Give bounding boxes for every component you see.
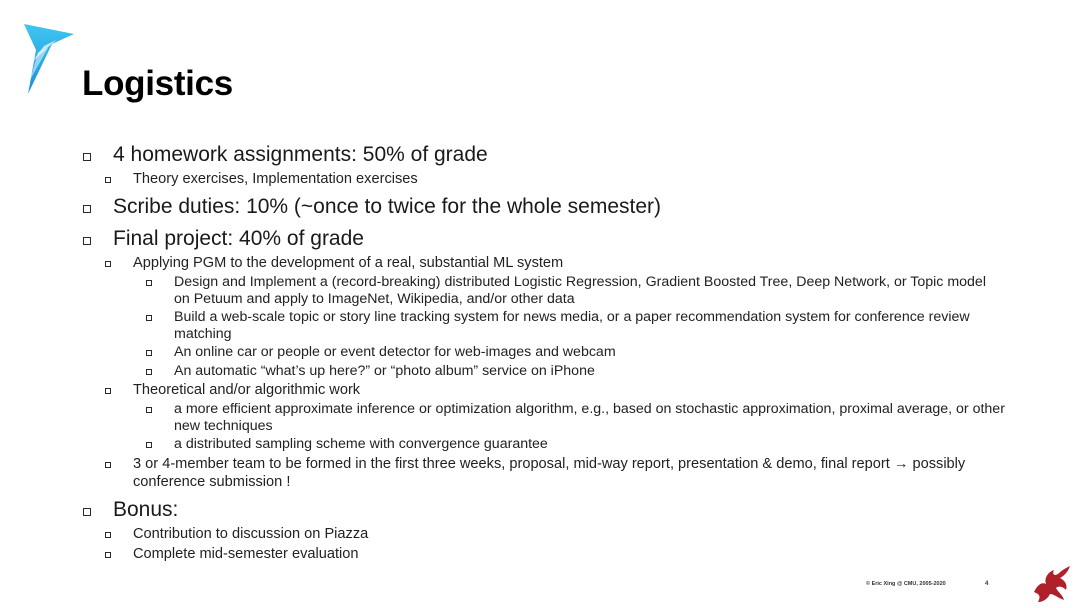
square-bullet-icon	[83, 153, 91, 161]
square-bullet-icon	[83, 237, 91, 245]
square-bullet-icon	[146, 407, 152, 413]
list-item-text: An automatic “what’s up here?” or “photo album” service on iPhone	[174, 362, 595, 379]
copyright-footer: © Eric Xing @ CMU, 2005-2020	[866, 581, 946, 587]
square-bullet-icon	[146, 442, 152, 448]
list-item-text: Theory exercises, Implementation exercises	[133, 171, 418, 187]
list-item	[80, 309, 1005, 342]
list-item	[80, 363, 1005, 380]
list-item	[80, 194, 1005, 220]
square-bullet-icon	[105, 177, 111, 183]
list-item-text: Complete mid-semester evaluation	[133, 545, 359, 562]
list-item	[80, 142, 1005, 168]
list-item-text: Final project: 40% of grade	[113, 227, 364, 250]
list-item-text: 4 homework assignments: 50% of grade	[113, 143, 488, 166]
square-bullet-icon	[146, 315, 152, 321]
list-item-text: Theoretical and/or algorithmic work	[133, 382, 361, 398]
list-item-text: Build a web-scale topic or story line tracking system for news media, or a paper recommendation system for conference review matching	[174, 309, 970, 342]
square-bullet-icon	[146, 369, 152, 375]
list-item-text: Design and Implement a (record-breaking) distributed Logistic Regression, Gradient Boosted Tree, Deep Network, or Topic model on Petuum and apply to ImageNet, Wikipedia, and/or other data	[174, 274, 986, 307]
square-bullet-icon	[146, 350, 152, 356]
list-item	[80, 525, 1005, 543]
square-bullet-icon	[105, 261, 111, 267]
square-bullet-icon	[105, 552, 111, 558]
square-bullet-icon	[83, 508, 91, 516]
page-number: 4	[985, 581, 989, 587]
list-item	[80, 455, 1005, 491]
slide-title: Logistics	[82, 64, 233, 103]
square-bullet-icon	[105, 532, 111, 538]
list-item-text: a more efficient approximate inference or optimization algorithm, e.g., based on stochastic approximation, proximal average, or other new techniques	[174, 401, 1005, 434]
list-item	[80, 497, 1005, 523]
list-item-text: An online car or people or event detector for web-images and webcam	[174, 344, 616, 360]
list-item-text: Scribe duties: 10% (~once to twice for the whole semester)	[113, 195, 662, 218]
list-item	[80, 226, 1005, 252]
list-item	[80, 254, 1005, 272]
square-bullet-icon	[83, 205, 91, 213]
list-item-text: a distributed sampling scheme with convergence guarantee	[174, 436, 548, 452]
course-logo-icon	[22, 22, 76, 96]
list-item	[80, 401, 1005, 434]
list-item	[80, 274, 1005, 307]
list-item	[80, 344, 1005, 361]
list-item-text: Contribution to discussion on Piazza	[133, 525, 369, 542]
square-bullet-icon	[105, 462, 111, 468]
square-bullet-icon	[105, 388, 111, 394]
list-item-text: 3 or 4-member team to be formed in the first three weeks, proposal, mid-way report, presentation & demo, final report → possibly conference submission !	[133, 455, 966, 490]
square-bullet-icon	[146, 280, 152, 286]
list-item	[80, 436, 1005, 453]
list-item	[80, 381, 1005, 399]
list-item-text: Applying PGM to the development of a real, substantial ML system	[133, 255, 564, 271]
list-item-text: Bonus:	[113, 497, 179, 521]
list-item	[80, 545, 1005, 563]
bullet-list	[80, 142, 1005, 563]
cmu-dragon-icon	[1028, 562, 1074, 604]
list-item	[80, 170, 1005, 188]
